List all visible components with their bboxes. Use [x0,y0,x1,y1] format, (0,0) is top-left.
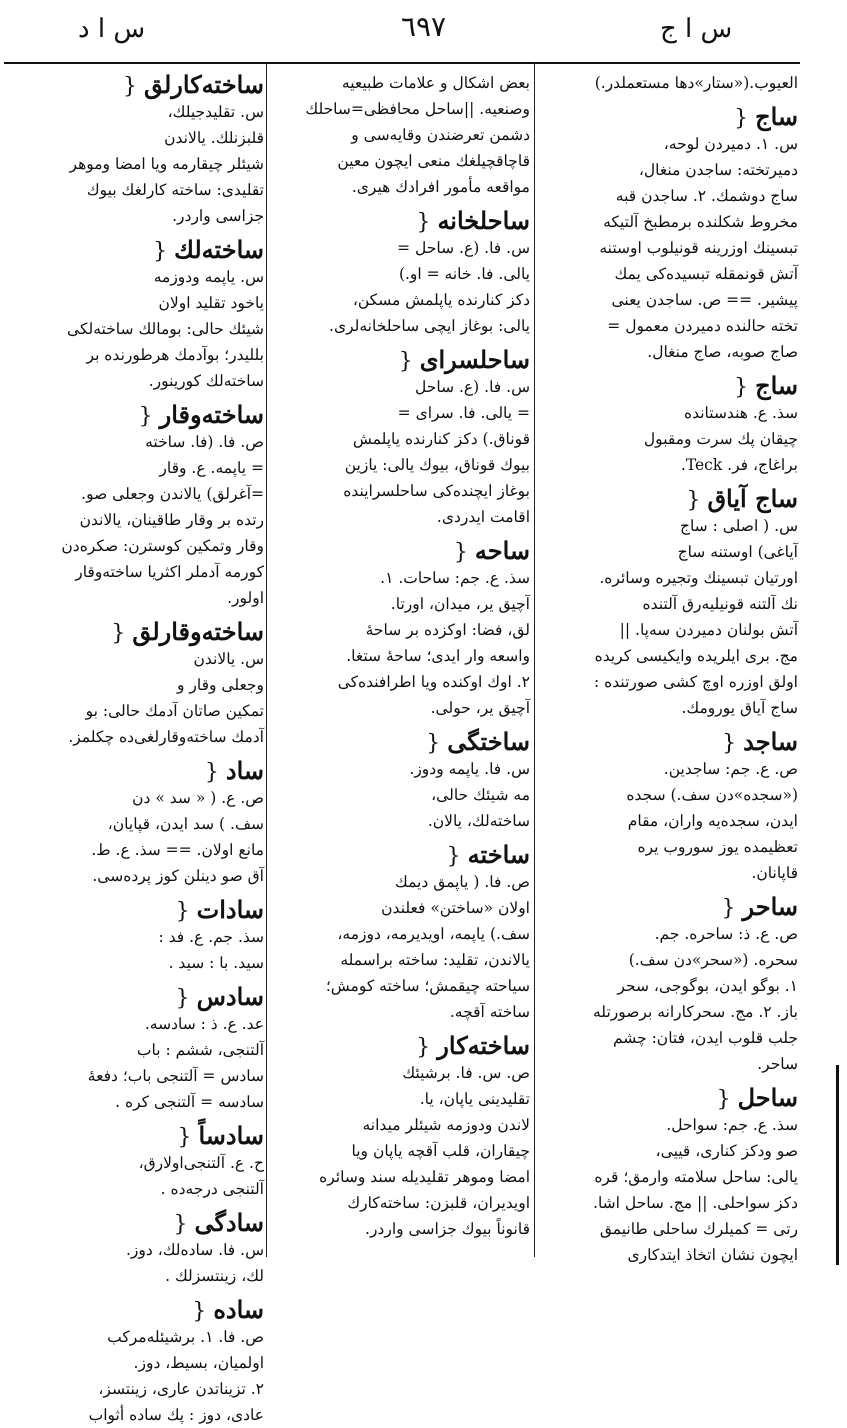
page-edge-mark [836,1065,839,1265]
entry-text-line: = یالی. فا. سرای = [397,404,530,422]
entry-text-line: س. تقلیدجیلك، [167,103,264,121]
entry-text-line: ص. س. فا. برشیئك [402,1064,530,1082]
entry-text-line: پیشیر. == ص. ساجدن یعنی [611,291,798,309]
entry-text-line: دمیرتخته: ساجدن منغال، [638,161,798,179]
entry-text-line: مانع اولان. == سذ. ع. ط. [91,841,264,859]
entry-text-line: تمكین صاتان آدمك حالی: بو [85,702,264,720]
entry-headword: ساخته‌وقارلق { [111,617,264,646]
entry-headword: ساخته { [447,840,530,869]
entry-text-line: اولق اوزره اوچ كشی صورتنده : [593,673,798,691]
entry-text-line: قاچاقچیلغك منعی ایچون معین [337,152,530,170]
dictionary-entry [272,536,530,721]
entry-text-line: = یاپمه. ع. وقار [159,459,264,477]
entry-text-line: سذ. جم. ع. فد : [158,928,264,946]
entry-text-line: بوغاز ایچنده‌كی ساحلسراینده [343,482,530,500]
entry-headword: سادگی { [173,1208,264,1237]
dictionary-column-left [6,70,264,1424]
entry-text-line: صاج صوبه، صاج منغال. [647,343,798,361]
entry-text-line: جزاسی واردر. [172,207,264,225]
entry-text-line: آتش بولنان دمیردن سه‌پا. || [619,621,798,639]
entry-text-line: ص. ع. ذ: ساحره. جم. [654,925,798,943]
entry-text-line: یالی: ساحل سلامته وارمق؛ قره [594,1168,798,1186]
entry-text-line: یالی. فا. خانه = او.) [398,265,530,283]
entry-headword: سادساً { [177,1121,264,1150]
dictionary-entry [540,1083,798,1268]
entry-headword: ساد { [205,756,264,785]
dictionary-entry [540,484,798,721]
entry-text-line: سف. ) سد ایدن، قپایان، [107,815,264,833]
entry-text-line: اویدیران، قلبزن: ساخته‌كارك [347,1194,530,1212]
column-separator [266,62,267,1257]
entry-text-line: تبسینك اوزرینه قونیلوب اوستنه [599,239,798,257]
entry-headword: ساحر { [722,892,799,921]
entry-text-line: نك آلتنه قونیلیه‌رق آلتنده [642,595,798,613]
entry-text-line: تقلیدینی یاپان، یا. [419,1090,530,1108]
entry-text-line: سحره. («سحر»دن سف.) [628,951,798,969]
entry-text-line: اولمیان، بسیط، دوز. [133,1354,264,1372]
page-header [0,0,847,62]
entry-text-line: ایچون نشان اتخاذ ایتدكاری [627,1246,798,1264]
entry-text-line: سذ. ع. هندستانده [683,404,798,422]
entry-text-line: كورمه آدملر اكثریا ساخته‌وقار [75,563,264,581]
dictionary-entry [272,345,530,530]
entry-text-line: تخته حالنده دمیردن معمول = [607,317,798,335]
dictionary-entry [6,895,264,976]
entry-text-line: وقار وتمكین كوسترن: صكره‌دن [61,537,264,555]
entry-headword: ساخته‌لك { [153,235,264,264]
entry-text-line: سف.) یاپمه، اویدیرمه، دوزمه، [337,925,530,943]
entry-text-line: عد. ع. ذ : سادسه. [144,1015,264,1033]
header-guide-left: س ا د [78,14,146,44]
entry-text-line: قلبزنلك. یالاندن [164,129,264,147]
entry-headword: ساخته‌كار { [416,1031,530,1060]
entry-text-line: ساخته‌لك كورینور. [148,372,264,390]
entry-text-line: رتی = كمیلرك ساحلی طانیمق [599,1220,798,1238]
entry-text-line: سیاحته چیقمش؛ ساخته كومش؛ [325,977,530,995]
dictionary-entry [6,1208,264,1289]
entry-text-line: س. ( اصلی : ساج [679,517,798,535]
entry-text-line: ص. ع. جم: ساجدین. [663,760,798,778]
entry-text-line: لاندن ودوزمه شیئلر میدانه [362,1116,530,1134]
entry-text-line: ساخته‌لك، یالان. [427,812,530,830]
entry-text-line: رتده بر وقار طاقینان، یالاندن [79,511,264,529]
entry-text-line: ساخته آقچه. [449,1003,530,1021]
column-separator [534,62,535,1257]
entry-text-line: س. ۱. دمیردن لوحه، [663,135,798,153]
entry-text-line: مخروط شكلنده برمطبخ آلتیكه [603,213,798,231]
dictionary-column-right [540,70,798,1264]
entry-text-line: ۲. تزیناتدن عاری، زینتسز، [98,1380,264,1398]
entry-text-line: س. فا. ساده‌لك، دوز. [125,1241,264,1259]
entry-text-line: قاپانان. [751,864,798,882]
entry-headword: ساج { [734,102,798,131]
entry-text-line: وجعلی وقار و [176,676,264,694]
dictionary-column-middle [272,70,530,1255]
entry-text-line: آتش قونمقله تبسیده‌كی یمك [614,265,798,283]
entry-text-line: واسعه وار ایدی؛ ساحهٔ ستغا. [346,647,530,665]
entry-headword: سادات { [176,895,264,924]
entry-text-line: ۱. بوگو ایدن، بوگوجی، سحر [617,977,798,995]
entry-text-line: یالی: بوغاز ایچی ساحلخانه‌لری. [329,317,530,335]
entry-text-line: یالاندن، تقلید: ساخته براسمله [340,951,530,969]
dictionary-entry [540,102,798,365]
entry-text-line: ص. فا. (فا. ساخته [145,433,264,451]
entry-text-line: سید. با : سید . [168,954,264,972]
entry-headword: سادس { [176,982,264,1011]
entry-text-line: مج. بری ایلریده وایكیسی كریده [594,647,798,665]
dictionary-entry [6,1121,264,1202]
entry-text-line: آیاغی) اوستنه ساج [677,543,798,561]
entry-text-line: ۲. اوك اوكنده ویا اطرافنده‌كی [337,673,530,691]
entry-headword: ساج آیاق { [686,484,798,513]
entry-text-line: («سجده»دن سف.) سجده [626,786,798,804]
entry-text-line: دشمن تعرضندن وقایه‌سی و [351,126,530,144]
entry-text-line: اولان «ساختن» فعلندن [381,899,530,917]
dictionary-entry [6,1295,264,1428]
entry-headword: ساخته‌كارلق { [123,70,264,99]
entry-headword: ساحه { [454,536,530,565]
entry-headword: ساده { [192,1295,264,1324]
entry-text-line: اورتیان تبسینك وتجیره وسائره. [599,569,798,587]
entry-text-line: صو ودكز كناری، قییی، [655,1142,798,1160]
entry-text-line: چیقاران، قلب آقچه یاپان ویا [351,1142,530,1160]
entry-text-line: تعظیمده یوز سوروب یره [637,838,798,856]
entry-text-line: سادس = آلتنجی باب؛ دفعهٔ [87,1067,264,1085]
entry-text-line: آلتنجی، ششم : باب [136,1041,264,1059]
entry-headword: ساج { [734,371,798,400]
entry-headword: ساحلخانه { [416,206,530,235]
entry-text-line: س. فا. (ع. ساحل [415,378,530,396]
entry-text-line: س. فا. یاپمه ودوز. [409,760,530,778]
page-number: ٦٩٧ [400,10,447,43]
dictionary-entry [6,756,264,889]
entry-headword: ساحل { [717,1083,798,1112]
entry-text-line: سادسه = آلتنجی كره . [115,1093,264,1111]
entry-text-line: براغاج، فر. Teck. [680,456,798,474]
header-rule [4,62,800,64]
entry-text-line: جلب قلوب ایدن، فتان: چشم [612,1029,798,1047]
dictionary-entry [540,727,798,886]
entry-text-line: آچیق یر، میدان، اورتا. [390,595,530,613]
dictionary-entry [540,371,798,478]
entry-text-line: س. یالاندن [193,650,264,668]
entry-text-line: بعض اشكال و علامات طبیعیه [341,74,530,92]
entry-text-line: چیقان پك سرت ومقبول [643,430,798,448]
dictionary-entry [272,70,530,200]
entry-text-line: س. فا. (ع. ساحل = [397,239,530,257]
entry-text-line: بللیدر؛ بوآدمك هرطورنده بر [86,346,264,364]
entry-text-line: شیئلر چیقارمه ویا امضا وموهر [69,155,264,173]
entry-text-line: شیئك حالی: بومالك ساخته‌لكی [67,320,264,338]
entry-text-line: باز. ۲. مج. سحركارانه برصورتله [593,1003,798,1021]
entry-headword: ساختگی { [426,727,530,756]
dictionary-entry [272,727,530,834]
entry-text-line: ص. ع. ( « سد » دن [132,789,264,807]
entry-text-line: ص. فا. ( یاپمق دیمك [395,873,530,891]
entry-text-line: امضا وموهر تقلیدیله سند وسائره [319,1168,530,1186]
entry-text-line: دكز كنارنده یاپلمش مسكن، [352,291,530,309]
entry-text-line: ایدن، سجده‌یه واران، مقام [627,812,798,830]
dictionary-entry [6,70,264,229]
entry-text-line: مه شیئك حالی، [431,786,530,804]
entry-text-line: دكز سواحلی. || مج. ساحل اشا. [593,1194,798,1212]
entry-text-line: تقلیدی: ساخته كارلغك بیوك [86,181,264,199]
entry-text-line: ص. فا. ۱. برشیئله‌مركب [107,1328,264,1346]
entry-text-line: آچیق یر، حولی. [430,699,530,717]
entry-text-line: آق صو دینلن كوز پرده‌سی. [92,867,264,885]
entry-text-line: س. یاپمه ودوزمه [153,268,264,286]
entry-text-line: سذ. ع. جم: ساحات. ۱. [380,569,530,587]
entry-text-line: مواقعه مأمور افرادك هیری. [351,178,530,196]
entry-headword: ساجد { [722,727,798,756]
dictionary-entry [272,206,530,339]
entry-text-line: وصنعیه. ||ساحل محافظی=ساحلك [305,100,530,118]
entry-text-line: قوناق.) دكز كنارنده یاپلمش [352,430,530,448]
dictionary-entry [6,617,264,750]
entry-text-line: اولور. [227,589,264,607]
entry-text-line: بیوك قوناق، بیوك یالی: یازین [344,456,530,474]
dictionary-entry [272,1031,530,1242]
entry-text-line: ساج دوشمك. ۲. ساجدن قبه [615,187,798,205]
header-guide-right: س ا ج [660,14,733,44]
entry-text-line: سذ. ع. جم: سواحل. [666,1116,798,1134]
entry-text-line: اقامت ایدردی. [436,508,530,526]
entry-text-line: عادی، دوز : پك ساده أثواب [88,1406,264,1424]
dictionary-entry [6,982,264,1115]
dictionary-entry [540,70,798,96]
entry-text-line: قانوناً بیوك جزاسی واردر. [365,1220,530,1238]
entry-text-line: العیوب.(«ستار»دها مستعملدر.) [594,74,798,92]
dictionary-entry [6,400,264,611]
entry-text-line: آدمك ساخته‌وقارلغی‌ده چكلمز. [68,728,264,746]
entry-text-line: لق، فضا: اوكزده بر ساحهٔ [365,621,530,639]
dictionary-entry [540,892,798,1077]
entry-text-line: لك، زینتسزلك . [165,1267,264,1285]
entry-headword: ساخته‌وقار { [139,400,264,429]
entry-text-line: ساحر. [757,1055,798,1073]
dictionary-entry [272,840,530,1025]
entry-text-line: =آغرلق) یالاندن وجعلی صو. [81,485,264,503]
entry-text-line: یاخود تقلید اولان [158,294,264,312]
dictionary-entry [6,235,264,394]
entry-text-line: ساج آیاق یورومك. [681,699,798,717]
entry-text-line: آلتنجی درجه‌ده . [160,1180,264,1198]
entry-headword: ساحلسرای { [399,345,530,374]
entry-text-line: ح. ع. آلتنجی‌اولارق، [138,1154,264,1172]
